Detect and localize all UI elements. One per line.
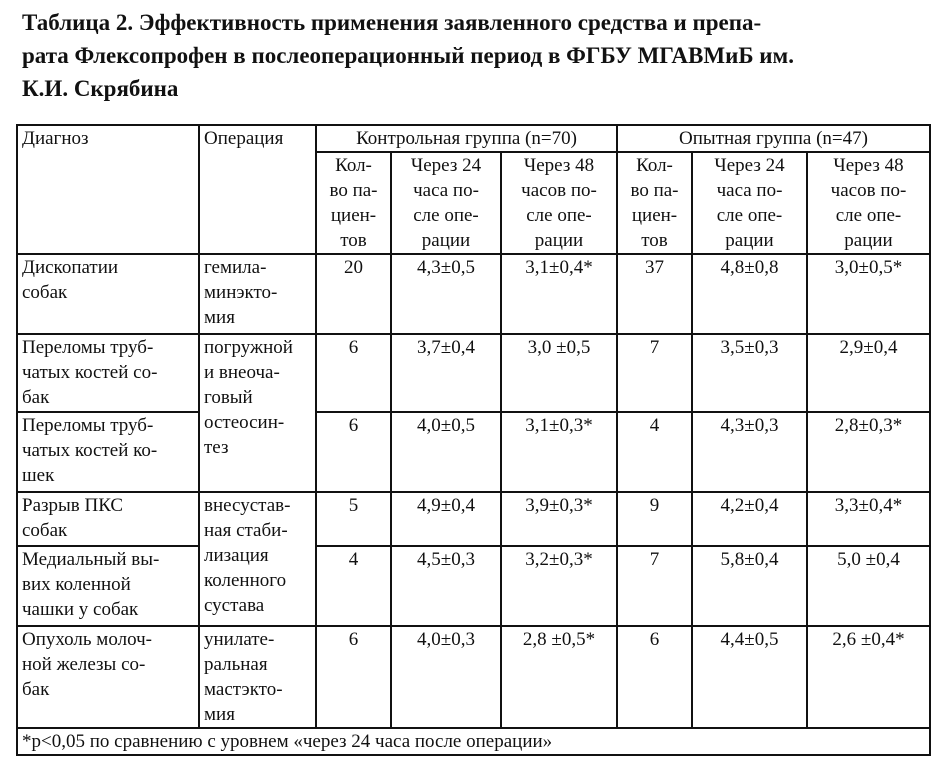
footnote: *p<0,05 по сравнению с уровнем «через 24 часа после операции» bbox=[17, 728, 930, 755]
test-24h-cell: 4,8±0,8 bbox=[692, 254, 807, 334]
ctrl-24h-cell: 4,0±0,3 bbox=[391, 626, 501, 728]
ctrl-48h-cell: 2,8 ±0,5* bbox=[501, 626, 617, 728]
header-diagnosis: Диагноз bbox=[17, 125, 199, 254]
subheader-test-count: Кол- во па- циен- тов bbox=[617, 152, 692, 254]
operation-cell: унилате- ральная мастэкто- мия bbox=[199, 626, 316, 728]
ctrl-count-cell: 6 bbox=[316, 626, 391, 728]
table-caption bbox=[22, 6, 927, 105]
header-test-group: Опытная группа (n=47) bbox=[617, 125, 930, 152]
operation-cell: гемила- минэкто- мия bbox=[199, 254, 316, 334]
diagnosis-cell: Переломы труб- чатых костей со- бак bbox=[17, 334, 199, 412]
efficacy-table bbox=[16, 124, 931, 756]
test-48h-cell: 2,9±0,4 bbox=[807, 334, 930, 412]
test-48h-cell: 3,0±0,5* bbox=[807, 254, 930, 334]
test-24h-cell: 4,4±0,5 bbox=[692, 626, 807, 728]
header-operation: Операция bbox=[199, 125, 316, 254]
caption-line: К.И. Скрябина bbox=[22, 76, 179, 101]
test-count-cell: 7 bbox=[617, 334, 692, 412]
test-24h-cell: 4,2±0,4 bbox=[692, 492, 807, 546]
subheader-ctrl-48h: Через 48 часов по- сле опе- рации bbox=[501, 152, 617, 254]
test-24h-cell: 3,5±0,3 bbox=[692, 334, 807, 412]
ctrl-count-cell: 20 bbox=[316, 254, 391, 334]
ctrl-24h-cell: 3,7±0,4 bbox=[391, 334, 501, 412]
table-row bbox=[17, 254, 930, 334]
table-row bbox=[17, 492, 930, 546]
test-count-cell: 7 bbox=[617, 546, 692, 626]
operation-cell-stabilization: внесустав- ная стаби- лизация коленного сустава bbox=[199, 492, 316, 626]
ctrl-count-cell: 4 bbox=[316, 546, 391, 626]
header-control-group: Контрольная группа (n=70) bbox=[316, 125, 617, 152]
ctrl-24h-cell: 4,3±0,5 bbox=[391, 254, 501, 334]
subheader-ctrl-24h: Через 24 часа по- сле опе- рации bbox=[391, 152, 501, 254]
test-count-cell: 6 bbox=[617, 626, 692, 728]
test-count-cell: 37 bbox=[617, 254, 692, 334]
test-count-cell: 9 bbox=[617, 492, 692, 546]
footnote-row bbox=[17, 728, 930, 755]
subheader-test-48h: Через 48 часов по- сле опе- рации bbox=[807, 152, 930, 254]
diagnosis-cell: Переломы труб- чатых костей ко- шек bbox=[17, 412, 199, 492]
diagnosis-cell: Опухоль молоч- ной железы со- бак bbox=[17, 626, 199, 728]
test-48h-cell: 5,0 ±0,4 bbox=[807, 546, 930, 626]
ctrl-24h-cell: 4,9±0,4 bbox=[391, 492, 501, 546]
operation-cell-osteosynthesis: погружной и внеоча- говый остеосин- тез bbox=[199, 334, 316, 492]
caption-line: Таблица 2. Эффективность применения заявленного средства и препа- bbox=[22, 10, 762, 35]
test-48h-cell: 3,3±0,4* bbox=[807, 492, 930, 546]
diagnosis-cell: Дископатии собак bbox=[17, 254, 199, 334]
test-24h-cell: 5,8±0,4 bbox=[692, 546, 807, 626]
caption-line: рата Флексопрофен в послеоперационный период в ФГБУ МГАВМиБ им. bbox=[22, 43, 794, 68]
test-48h-cell: 2,8±0,3* bbox=[807, 412, 930, 492]
ctrl-24h-cell: 4,0±0,5 bbox=[391, 412, 501, 492]
ctrl-24h-cell: 4,5±0,3 bbox=[391, 546, 501, 626]
ctrl-48h-cell: 3,1±0,3* bbox=[501, 412, 617, 492]
test-48h-cell: 2,6 ±0,4* bbox=[807, 626, 930, 728]
ctrl-48h-cell: 3,0 ±0,5 bbox=[501, 334, 617, 412]
ctrl-48h-cell: 3,1±0,4* bbox=[501, 254, 617, 334]
test-count-cell: 4 bbox=[617, 412, 692, 492]
subheader-test-24h: Через 24 часа по- сле опе- рации bbox=[692, 152, 807, 254]
ctrl-count-cell: 5 bbox=[316, 492, 391, 546]
ctrl-count-cell: 6 bbox=[316, 334, 391, 412]
header-row bbox=[17, 125, 930, 152]
table-row bbox=[17, 412, 930, 492]
table-row bbox=[17, 546, 930, 626]
table-row bbox=[17, 626, 930, 728]
ctrl-48h-cell: 3,2±0,3* bbox=[501, 546, 617, 626]
test-24h-cell: 4,3±0,3 bbox=[692, 412, 807, 492]
diagnosis-cell: Разрыв ПКС собак bbox=[17, 492, 199, 546]
ctrl-count-cell: 6 bbox=[316, 412, 391, 492]
subheader-ctrl-count: Кол- во па- циен- тов bbox=[316, 152, 391, 254]
table-row bbox=[17, 334, 930, 412]
ctrl-48h-cell: 3,9±0,3* bbox=[501, 492, 617, 546]
diagnosis-cell: Медиальный вы- вих коленной чашки у собак bbox=[17, 546, 199, 626]
